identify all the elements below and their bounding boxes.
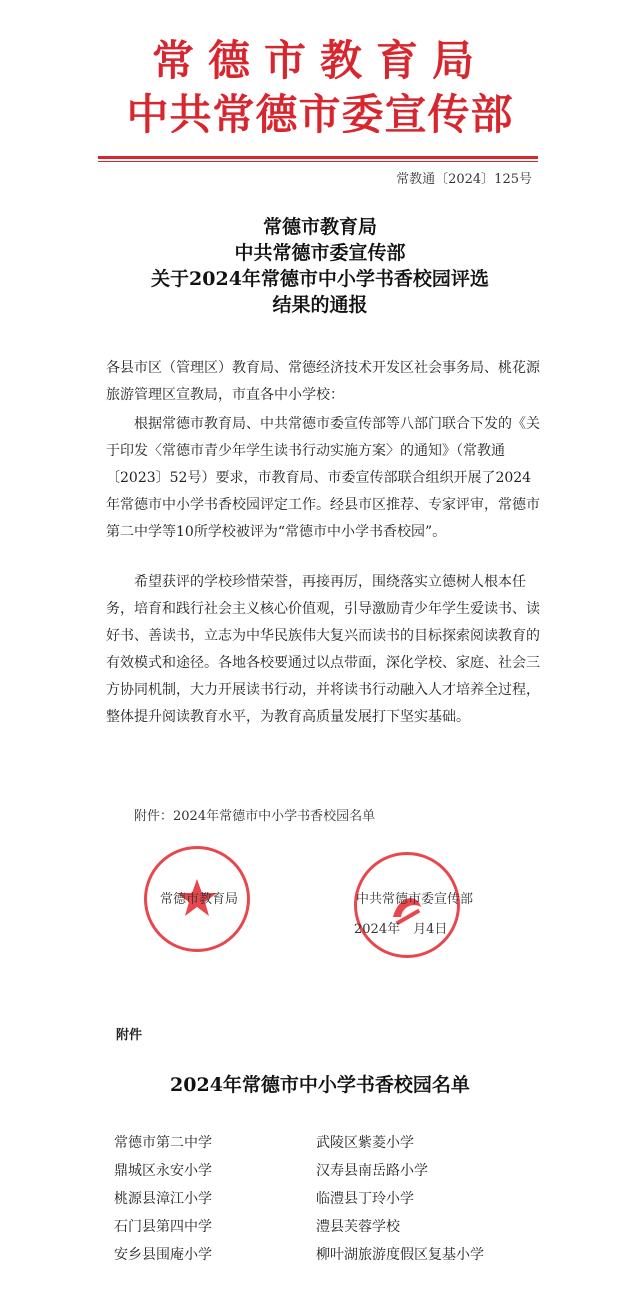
school-name: 临澧县丁玲小学: [316, 1191, 414, 1207]
signature-education-bureau: 常德市教育局: [160, 892, 239, 907]
issuer-name-1: 常德市教育局: [151, 36, 488, 85]
title-line-4: 结果的通报: [272, 294, 368, 316]
issuer-name-2: 中共常德市委宣传部: [126, 90, 514, 139]
issue-date: 2024年 月4日: [354, 922, 448, 937]
school-name: 常德市第二中学: [114, 1135, 212, 1151]
school-name: 桃源县漳江小学: [114, 1191, 212, 1207]
header-red-rule-thin: [98, 161, 538, 162]
school-name: 武陵区紫菱小学: [316, 1135, 414, 1151]
header-red-rule: [98, 156, 538, 159]
title-line-1: 常德市教育局: [262, 216, 377, 238]
addressee: 各县市区（管理区）教育局、常德经济技术开发区社会事务局、桃花源旅游管理区宣教局，市直各中小学校：: [106, 360, 540, 403]
title-line-3: 关于2024年常德市中小学书香校园评选: [151, 268, 489, 290]
attachment-label: 附件: [116, 1028, 143, 1043]
school-name: 安乡县围庵小学: [114, 1247, 212, 1263]
attachment-note: 附件：2024年常德市中小学书香校园名单: [134, 809, 376, 824]
document-number: 常教通〔2024〕125号: [396, 172, 532, 187]
school-name: 汉寿县南岳路小学: [316, 1163, 428, 1179]
signature-propaganda-department: 中共常德市委宣传部: [356, 892, 474, 907]
attachment-title: 2024年常德市中小学书香校园名单: [170, 1074, 470, 1096]
school-name: 鼎城区永安小学: [114, 1163, 212, 1179]
school-name: 石门县第四中学: [114, 1219, 212, 1235]
paragraph-2: 希望获评的学校珍惜荣誉，再接再厉，围绕落实立德树人根本任务，培育和践行社会主义核心价值观，引导激励青少年学生爱读书、读好书、善读书，立志为中华民族伟大复兴而读书的目标探索阅读教育的有效模式和途径。各地各校要通过以点带面，深化学校、家庭、社会三方协同机制，大力开展读书行动，并将读书行动融入人才培养全过程，整体提升阅读教育水平，为教育高质量发展打下坚实基础。: [106, 574, 540, 725]
title-line-2: 中共常德市委宣传部: [234, 242, 406, 264]
school-name: 柳叶湖旅游度假区复基小学: [316, 1247, 484, 1263]
paragraph-1: 根据常德市教育局、中共常德市委宣传部等八部门联合下发的《关于印发〈常德市青少年学生读书行动实施方案〉的通知》（常教通〔2023〕52号）要求，市教育局、市委宣传部联合组织开展了2024年常德市中小学书香校园评定工作。经县市区推荐、专家评审，常德市第二中学等10所学校被评为“常德市中小学书香校园”。: [106, 416, 540, 540]
school-name: 澧县芙蓉学校: [316, 1219, 400, 1235]
